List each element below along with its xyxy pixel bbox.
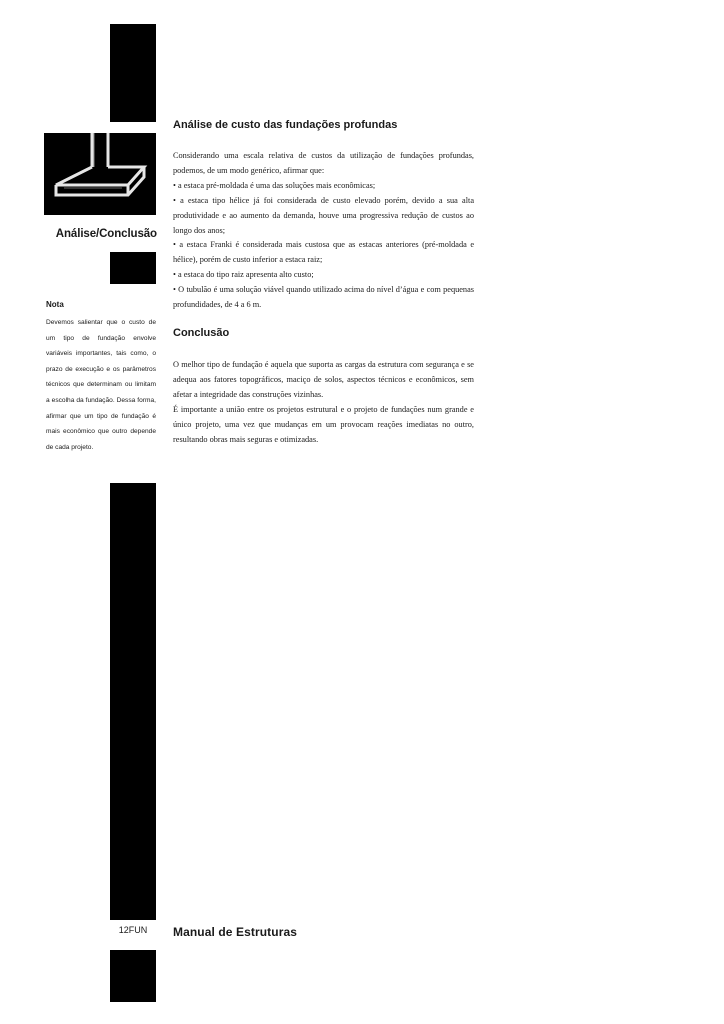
decorative-bar-middle	[110, 252, 156, 284]
decorative-bar-bottom	[110, 483, 156, 920]
page-number: 12FUN	[118, 925, 148, 935]
analysis-intro: Considerando uma escala relativa de custos da utilização de fundações profundas, podemos, de um modo genérico, afirmar que:	[173, 151, 474, 175]
footer-title: Manual de Estruturas	[173, 925, 298, 939]
pile-cap-icon	[44, 133, 156, 215]
analysis-bullet: • O tubulão é uma solução viável quando utilizado acima do nível d’água e com pequenas profundidades, de 4 a 6 m.	[173, 285, 474, 310]
side-note	[46, 300, 156, 455]
analysis-bullet: • a estaca tipo hélice já foi considerada de custo elevado porém, devido a sua alta produtividade e ao aumento da demanda, houve uma progressiva redução de custos ao longo dos anos;	[173, 195, 474, 235]
decorative-bar-top	[110, 24, 156, 122]
analysis-bullet: • a estaca do tipo raiz apresenta alto custo;	[173, 270, 314, 280]
section-label: Análise/Conclusão	[55, 228, 157, 240]
foundation-illustration	[44, 133, 156, 215]
note-body: Devemos salientar que o custo de um tipo de fundação envolve variáveis importantes, tais como, o prazo de execução e os parâmetros técnicos que determinam ou limitam a escolha da fundação. Dessa forma, afirmar que um tipo de fundação é mais econômico que outro depende de cada projeto.	[46, 319, 156, 451]
analysis-heading: Análise de custo das fundações profundas	[173, 119, 398, 131]
analysis-bullet: • a estaca Franki é considerada mais custosa que as estacas anteriores (pré-moldada e hélice), porém de custo inferior a estaca raiz;	[173, 240, 474, 265]
conclusion-paragraph: O melhor tipo de fundação é aquela que suporta as cargas da estrutura com segurança e se adequa aos fatores topográficos, maciço de solos, aspectos técnicos e econômicos, sem afetar a integridade das construções vizinhas.	[173, 359, 474, 399]
analysis-bullet: • a estaca pré-moldada é uma das soluções mais econômicas;	[173, 180, 376, 190]
main-content	[173, 119, 474, 447]
note-title: Nota	[46, 300, 64, 309]
conclusion-paragraph: É importante a união entre os projetos estrutural e o projeto de fundações num grande e único projeto, uma vez que mudanças em um provocam reações imediatas no outro, resultando obras mais seguras e otimizadas.	[173, 404, 474, 444]
conclusion-heading: Conclusão	[173, 326, 230, 339]
decorative-bar-footer	[110, 950, 156, 1002]
